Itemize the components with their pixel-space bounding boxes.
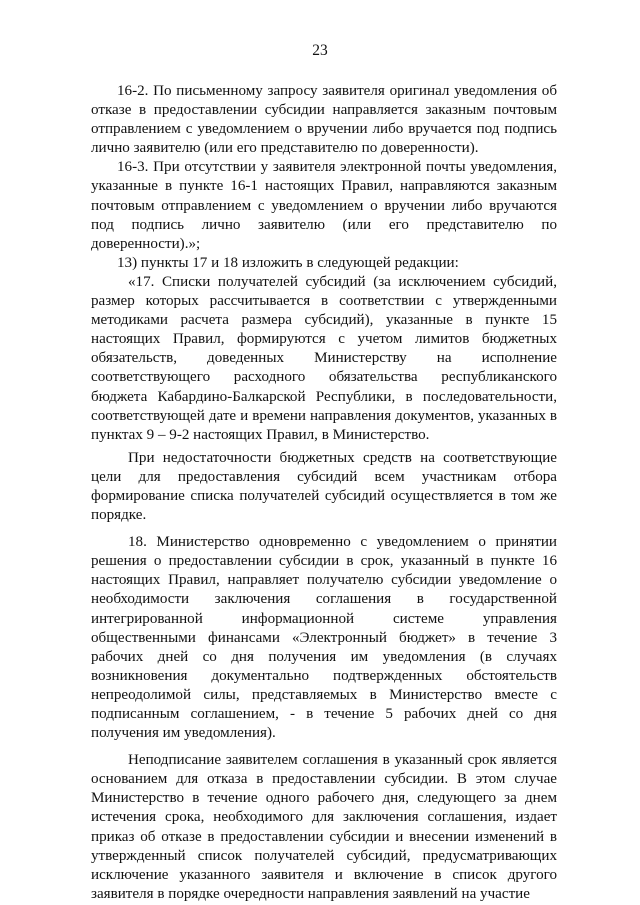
paragraph-17: «17. Списки получателей субсидий (за исключением субсидий, размер которых рассчитывается в соответствии с утвержденными методиками расчета размера субсидий), указанные в пункте 15 настоящих Правил, формируются с учетом лимитов бюджетных обязательств, доведенных Министерству на исполнение соответствующего расходного обязательства республиканского бюджета Кабардино-Балкарской Республики, в последовательности, соответствующей дате и времени направления документов, указанных в пунктах 9 – 9-2 настоящих Правил, в Министерство.: [91, 273, 557, 443]
paragraph-item-13: 13) пункты 17 и 18 изложить в следующей редакции:: [117, 254, 459, 271]
page-number: 23: [312, 42, 328, 59]
paragraph-16-2: 16-2. По письменному запросу заявителя оригинал уведомления об отказе в предоставлении субсидии направляется заказным почтовым отправлением с уведомлением о вручении либо вручается под подпись лично заявителю (или его представителю по доверенности).: [91, 83, 557, 157]
paragraph-16-3: 16-3. При отсутствии у заявителя электронной почты уведомления, указанные в пункте 16-1 настоящих Правил, направляются заказным почтовым отправлением с уведомлением о вручении либо вручаются под подпись лично заявителю (или его представителю по доверенности).»;: [91, 159, 557, 252]
paragraph-18: 18. Министерство одновременно с уведомлением о принятии решения о предоставлении субсидии в срок, указанный в пункте 16 настоящих Правил, направляет получателю субсидии уведомление о необходимости заключения соглашения в государственной интегрированной информационной системе управления общественными финансами «Электронный бюджет» в течение 3 рабочих дней со дня получения им уведомления (в случаях возникновения документально подтвержденных обстоятельств непреодолимой силы, представляемых в Министерство вместе с подписанным соглашением, - в течение 5 рабочих дней со дня получения им уведомления).: [91, 534, 557, 742]
paragraph-18-non-signing: Неподписание заявителем соглашения в указанный срок является основанием для отказа в предоставлении субсидии. В этом случае Министерство в течение одного рабочего дня, следующего за днем истечения срока, необходимого для заключения соглашения, издает приказ об отказе в предоставлении субсидии и внесении изменений в утвержденный список получателей субсидий, предусматривающих исключение указанного заявителя и включение в список другого заявителя в порядке очередности направления заявлений на участие: [91, 752, 557, 902]
paragraph-17-insufficient-funds: При недостаточности бюджетных средств на соответствующие цели для предоставления субсидий всем участникам отбора формирование списка получателей субсидий осуществляется в том же порядке.: [91, 449, 557, 524]
document-body: [91, 82, 557, 904]
